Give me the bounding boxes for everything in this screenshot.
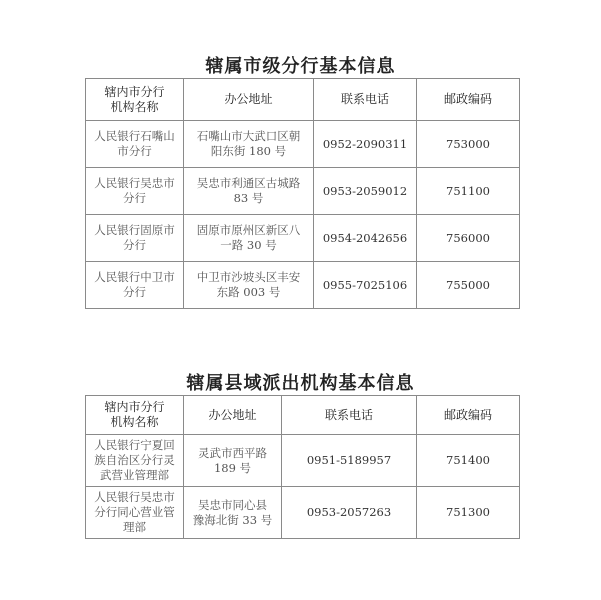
phone-cell: 0954-2042656 — [314, 215, 417, 262]
phone-cell: 0952-2090311 — [314, 121, 417, 168]
address-cell: 固原市原州区新区八 一路 30 号 — [184, 215, 314, 262]
table-header-row — [86, 79, 520, 121]
section2-title: 辖属县域派出机构基本信息 — [186, 373, 415, 394]
address-cell: 吴忠市利通区古城路 83 号 — [184, 168, 314, 215]
county-office-table — [85, 395, 520, 539]
header-zip: 邮政编码 — [417, 396, 520, 435]
city-branch-table — [85, 78, 520, 309]
address-cell: 灵武市西平路 189 号 — [184, 435, 282, 487]
phone-cell: 0955-7025106 — [314, 262, 417, 309]
header-zip: 邮政编码 — [417, 79, 520, 121]
header-address: 办公地址 — [184, 396, 282, 435]
zip-cell: 751300 — [417, 487, 520, 539]
table-row — [86, 487, 520, 539]
institution-name-cell: 人民银行宁夏回 族自治区分行灵 武营业管理部 — [86, 435, 184, 487]
table-row — [86, 435, 520, 487]
phone-cell: 0951-5189957 — [282, 435, 417, 487]
zip-cell: 755000 — [417, 262, 520, 309]
institution-name-cell: 人民银行石嘴山 市分行 — [86, 121, 184, 168]
address-cell: 吴忠市同心县 豫海北街 33 号 — [184, 487, 282, 539]
header-phone: 联系电话 — [282, 396, 417, 435]
phone-cell: 0953-2057263 — [282, 487, 417, 539]
institution-name-cell: 人民银行固原市 分行 — [86, 215, 184, 262]
header-institution-name: 辖内市分行 机构名称 — [86, 79, 184, 121]
header-institution-name: 辖内市分行 机构名称 — [86, 396, 184, 435]
header-phone: 联系电话 — [314, 79, 417, 121]
address-cell: 石嘴山市大武口区朝 阳东街 180 号 — [184, 121, 314, 168]
address-cell: 中卫市沙坡头区丰安 东路 003 号 — [184, 262, 314, 309]
table-row — [86, 168, 520, 215]
table-row — [86, 215, 520, 262]
zip-cell: 751100 — [417, 168, 520, 215]
zip-cell: 751400 — [417, 435, 520, 487]
institution-name-cell: 人民银行吴忠市 分行同心营业管 理部 — [86, 487, 184, 539]
section1-title: 辖属市级分行基本信息 — [205, 56, 396, 77]
table-header-row — [86, 396, 520, 435]
table-row — [86, 262, 520, 309]
table-row — [86, 121, 520, 168]
header-address: 办公地址 — [184, 79, 314, 121]
phone-cell: 0953-2059012 — [314, 168, 417, 215]
zip-cell: 753000 — [417, 121, 520, 168]
zip-cell: 756000 — [417, 215, 520, 262]
institution-name-cell: 人民银行中卫市 分行 — [86, 262, 184, 309]
institution-name-cell: 人民银行吴忠市 分行 — [86, 168, 184, 215]
